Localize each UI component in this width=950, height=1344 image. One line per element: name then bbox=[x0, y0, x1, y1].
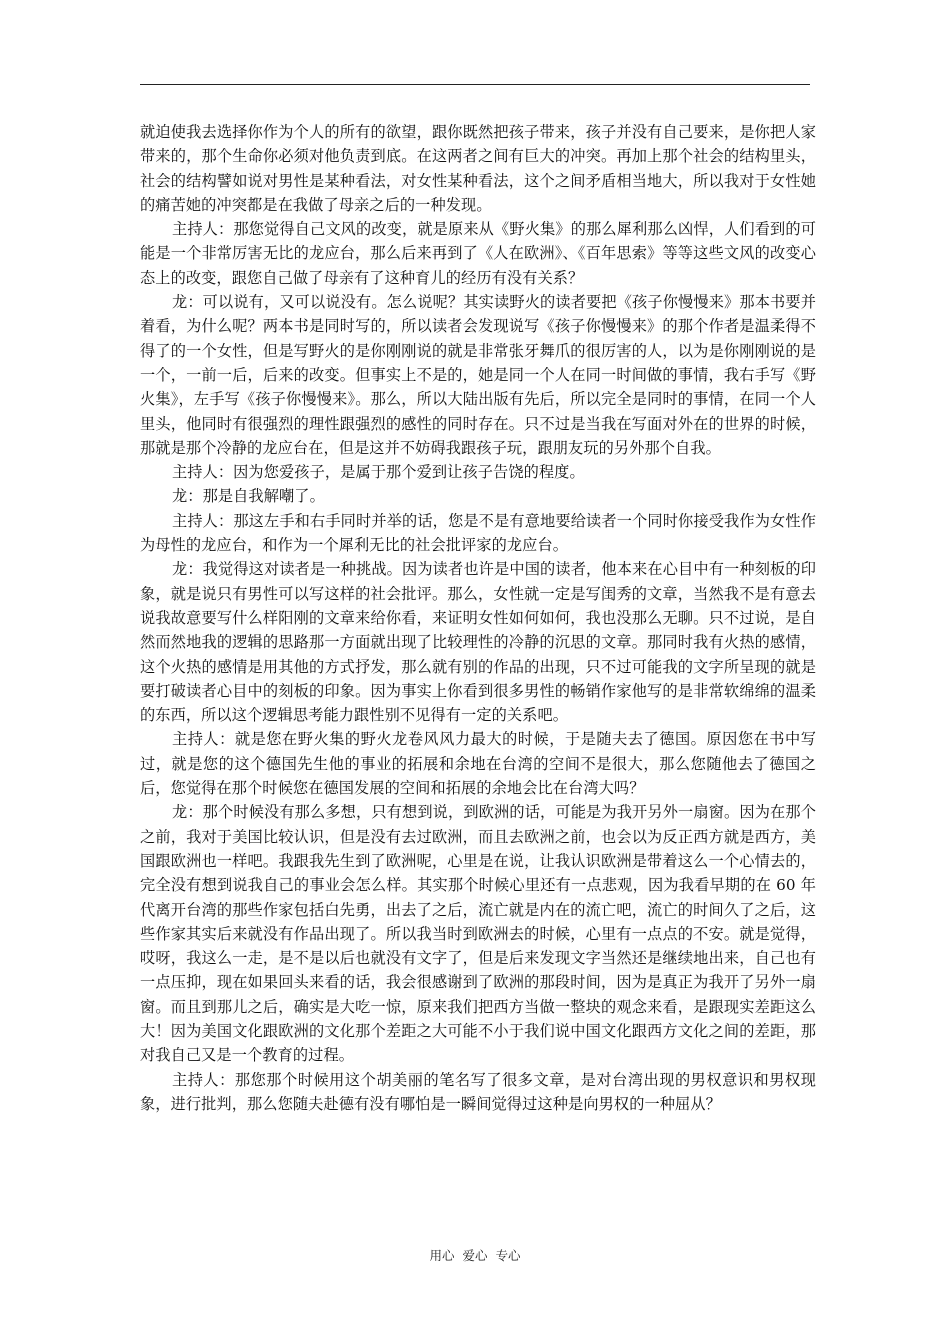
paragraph: 龙：我觉得这对读者是一种挑战。因为读者也许是中国的读者，他本来在心目中有一种刻板的印象，就是说只有男性可以写这样的社会批评。那么，女性就一定是写闺秀的文章，当然我不是有意去说我故意要写什么样阳刚的文章来给你看，来证明女性如何如何，我也没那么无聊。只不过说，是自然而然地我的逻辑的思路那一方面就出现了比较理性的冷静的沉思的文章。那同时我有火热的感情，这个火热的感情是用其他的方式抒发，那么就有别的作品的出现，只不过可能我的文字所呈现的就是要打破读者心目中的刻板的印象。因为事实上你看到很多男性的畅销作家他写的是非常软绵绵的温柔的东西，所以这个逻辑思考能力跟性别不见得有一定的关系吧。 bbox=[140, 560, 816, 725]
paragraph: 主持人：那这左手和右手同时并举的话，您是不是有意地要给读者一个同时你接受我作为女性作为母性的龙应台，和作为一个犀利无比的社会批评家的龙应台。 bbox=[140, 511, 816, 555]
article-body bbox=[140, 120, 816, 1116]
paragraph: 主持人：就是您在野火集的野火龙卷风风力最大的时候，于是随夫去了德国。原因您在书中写过，就是您的这个德国先生他的事业的拓展和余地在台湾的空间不是很大，那么您随他去了德国之后，您觉得在那个时候您在德国发展的空间和拓展的余地会比在台湾大吗？ bbox=[140, 730, 816, 798]
page-footer: 用心 爱心 专心 bbox=[429, 1248, 521, 1263]
paragraph: 龙：可以说有，又可以说没有。怎么说呢？其实读野火的读者要把《孩子你慢慢来》那本书要并着看，为什么呢？两本书是同时写的，所以读者会发现说写《孩子你慢慢来》的那个作者是温柔得不得了的一个女性，但是写野火的是你刚刚说的就是非常张牙舞爪的很厉害的人，以为是你刚刚说的是一个，一前一后，后来的改变。但事实上不是的，她是同一个人在同一时间做的事情，我右手写《野火集》，左手写《孩子你慢慢来》。那么，所以大陆出版有先后，所以完全是同时的事情，在同一个人里头，他同时有很强烈的理性跟强烈的感性的同时存在。只不过是当我在写面对外在的世界的时候，那就是那个冷静的龙应台在，但是这并不妨碍我跟孩子玩，跟朋友玩的另外那个自我。 bbox=[140, 293, 816, 457]
header-rule bbox=[140, 84, 810, 85]
paragraph: 龙：那是自我解嘲了。 bbox=[172, 487, 325, 506]
paragraph: 主持人：那您觉得自己文风的改变，就是原来从《野火集》的那么犀利那么凶悍，人们看到的可能是一个非常厉害无比的龙应台，那么后来再到了《人在欧洲》、《百年思索》等等这些文风的改变心态上的改变，跟您自己做了母亲有了这种育儿的经历有没有关系？ bbox=[140, 220, 816, 287]
paragraph: 龙：那个时候没有那么多想，只有想到说，到欧洲的话，可能是为我开另外一扇窗。因为在那个之前，我对于美国比较认识，但是没有去过欧洲，而且去欧洲之前，也会以为反正西方就是西方，美国跟欧洲也一样吧。我跟我先生到了欧洲呢，心里是在说，让我认识欧洲是带着这么一个心情去的，完全没有想到说我自己的事业会怎么样。其实那个时候心里还有一点悲观，因为我看早期的在 60 年代离开台湾的那些作家包括白先勇，出去了之后，流亡就是内在的流亡吧，流亡的时间久了之后，这些作家其实后来就没有作品出现了。所以我当时到欧洲去的时候，心里有一点点的不安。就是觉得，哎呀，我这么一走，是不是以后也就没有文字了，但是后来发现文字当然还是继续地出来，自己也有一点压抑，现在如果回头来看的话，我会很感谢到了欧洲的那段时间，因为是真正为我开了另外一扇窗。而且到那儿之后，确实是大吃一惊，原来我们把西方当做一整块的观念来看，是跟现实差距这么大！因为美国文化跟欧洲的文化那个差距之大可能不小于我们说中国文化跟西方文化之间的差距，那对我自己又是一个教育的过程。 bbox=[140, 803, 816, 1065]
paragraph: 主持人：因为您爱孩子，是属于那个爱到让孩子告饶的程度。 bbox=[172, 463, 585, 482]
paragraph: 主持人：那您那个时候用这个胡美丽的笔名写了很多文章，是对台湾出现的男权意识和男权现象，进行批判，那么您随夫赴德有没有哪怕是一瞬间觉得过这种是向男权的一种屈从？ bbox=[140, 1070, 816, 1113]
paragraph: 就迫使我去选择你作为个人的所有的欲望，跟你既然把孩子带来，孩子并没有自己要来，是你把人家带来的，那个生命你必须对他负责到底。在这两者之间有巨大的冲突。再加上那个社会的结构里头，社会的结构譬如说对男性是某种看法，对女性某种看法，这个之间矛盾相当地大，所以我对于女性她的痛苦她的冲突都是在我做了母亲之后的一种发现。 bbox=[140, 123, 816, 214]
